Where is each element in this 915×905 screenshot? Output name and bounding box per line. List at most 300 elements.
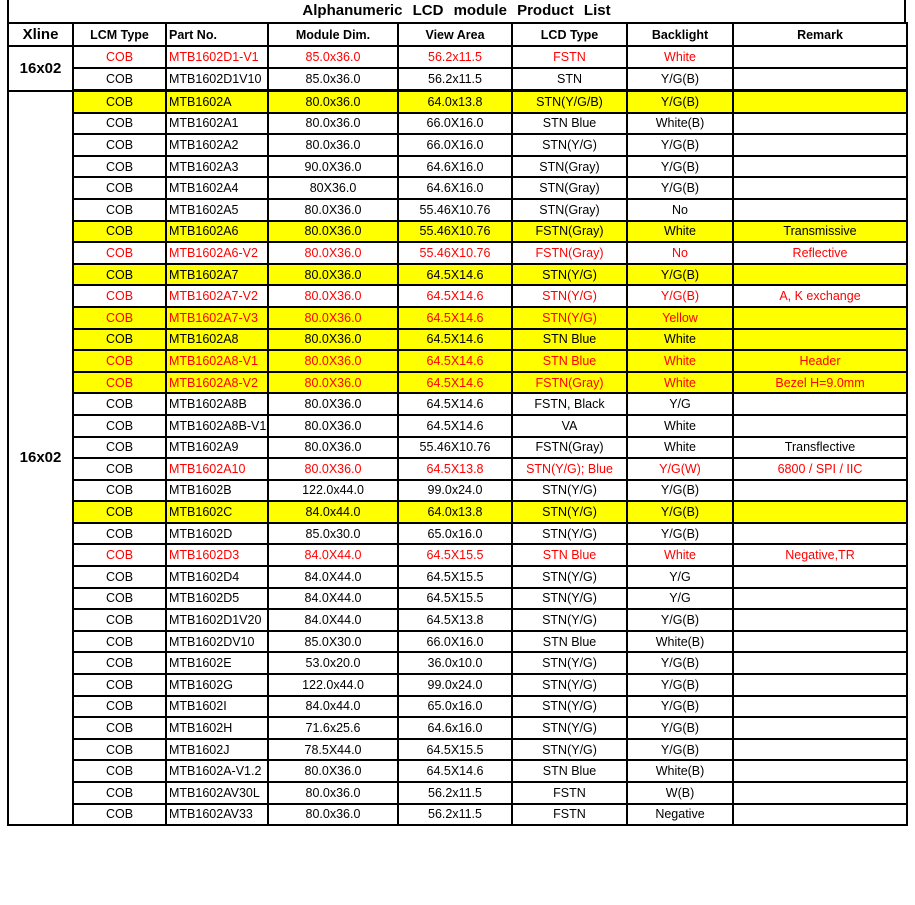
module-dim-cell: 80.0x36.0 [268,113,398,135]
table-row [8,609,907,631]
remark-cell [733,652,907,674]
part-no-cell: MTB1602A8B [166,393,268,415]
view-area-cell: 64.5X14.6 [398,415,512,437]
view-area-cell: 64.5X15.5 [398,566,512,588]
lcd-type-cell: STN(Y/G) [512,652,627,674]
backlight-cell: Y/G(B) [627,739,733,761]
lcm-type-cell: COB [73,437,166,459]
lcm-type-cell: COB [73,458,166,480]
remark-cell [733,264,907,286]
remark-cell [733,68,907,91]
backlight-cell: Y/G(B) [627,501,733,523]
lcm-type-cell: COB [73,631,166,653]
module-dim-cell: 80.0X36.0 [268,242,398,264]
remark-cell [733,307,907,329]
module-dim-cell: 80.0X36.0 [268,437,398,459]
view-area-cell: 64.5X14.6 [398,372,512,394]
backlight-cell: White [627,329,733,351]
lcm-type-cell: COB [73,544,166,566]
lcd-type-cell: FSTN [512,46,627,68]
table-row [8,242,907,264]
remark-cell: Negative,TR [733,544,907,566]
lcm-type-cell: COB [73,739,166,761]
lcd-type-cell: STN Blue [512,631,627,653]
remark-cell [733,113,907,135]
module-dim-cell: 80.0X36.0 [268,458,398,480]
remark-cell [733,588,907,610]
remark-cell [733,566,907,588]
remark-cell: Reflective [733,242,907,264]
backlight-cell: No [627,199,733,221]
module-dim-cell: 80.0X36.0 [268,415,398,437]
remark-cell [733,91,907,113]
view-area-cell: 64.6X16.0 [398,177,512,199]
module-dim-cell: 85.0x30.0 [268,523,398,545]
backlight-cell: White [627,372,733,394]
remark-cell [733,631,907,653]
lcd-type-cell: STN(Y/G) [512,285,627,307]
part-no-cell: MTB1602A7 [166,264,268,286]
module-dim-cell: 80X36.0 [268,177,398,199]
lcd-type-cell: VA [512,415,627,437]
lcd-type-cell: STN(Y/G) [512,674,627,696]
view-area-cell: 66.0X16.0 [398,113,512,135]
lcm-type-cell: COB [73,501,166,523]
lcd-type-cell: FSTN, Black [512,393,627,415]
lcm-type-cell: COB [73,652,166,674]
module-dim-cell: 80.0X36.0 [268,307,398,329]
lcd-type-cell: STN(Y/G) [512,566,627,588]
table-row [8,523,907,545]
header-xline: Xline [8,23,73,46]
table-row [8,46,907,68]
module-dim-cell: 53.0x20.0 [268,652,398,674]
table-row [8,285,907,307]
view-area-cell: 64.5X14.6 [398,393,512,415]
view-area-cell: 36.0x10.0 [398,652,512,674]
header-lcm-type: LCM Type [73,23,166,46]
lcm-type-cell: COB [73,372,166,394]
backlight-cell: Y/G(B) [627,156,733,178]
view-area-cell: 99.0x24.0 [398,480,512,502]
remark-cell [733,501,907,523]
backlight-cell: White [627,221,733,243]
view-area-cell: 64.6X16.0 [398,156,512,178]
lcd-type-cell: FSTN(Gray) [512,372,627,394]
remark-cell [733,177,907,199]
lcd-type-cell: STN(Y/G) [512,134,627,156]
part-no-cell: MTB1602D5 [166,588,268,610]
view-area-cell: 64.5X14.6 [398,350,512,372]
part-no-cell: MTB1602A10 [166,458,268,480]
view-area-cell: 64.5X14.6 [398,329,512,351]
backlight-cell: White [627,415,733,437]
product-table [7,22,908,826]
backlight-cell: Y/G(B) [627,134,733,156]
view-area-cell: 64.5X13.8 [398,609,512,631]
table-row [8,350,907,372]
lcm-type-cell: COB [73,285,166,307]
part-no-cell: MTB1602G [166,674,268,696]
lcd-type-cell: FSTN(Gray) [512,242,627,264]
table-row [8,696,907,718]
xline-cell: 16x02 [8,91,73,826]
module-dim-cell: 80.0X36.0 [268,264,398,286]
lcd-type-cell: STN Blue [512,760,627,782]
remark-cell: Header [733,350,907,372]
header-part-no: Part No. [166,23,268,46]
module-dim-cell: 80.0X36.0 [268,329,398,351]
backlight-cell: Y/G(W) [627,458,733,480]
backlight-cell: Y/G(B) [627,674,733,696]
table-row [8,68,907,91]
remark-cell [733,415,907,437]
remark-cell [733,393,907,415]
group-1 [8,46,907,91]
module-dim-cell: 84.0x44.0 [268,501,398,523]
part-no-cell: MTB1602D3 [166,544,268,566]
lcd-type-cell: STN(Y/G) [512,717,627,739]
backlight-cell: Y/G [627,566,733,588]
view-area-cell: 99.0x24.0 [398,674,512,696]
table-row [8,588,907,610]
lcd-type-cell: STN(Y/G) [512,501,627,523]
module-dim-cell: 84.0x44.0 [268,696,398,718]
part-no-cell: MTB1602E [166,652,268,674]
table-row [8,501,907,523]
xline-cell: 16x02 [8,46,73,91]
remark-cell [733,609,907,631]
header-view-area: View Area [398,23,512,46]
lcm-type-cell: COB [73,804,166,826]
header-module-dim: Module Dim. [268,23,398,46]
lcd-type-cell: STN(Y/G/B) [512,91,627,113]
backlight-cell: White(B) [627,760,733,782]
table-row [8,91,907,113]
view-area-cell: 66.0X16.0 [398,631,512,653]
part-no-cell: MTB1602A8-V2 [166,372,268,394]
lcm-type-cell: COB [73,199,166,221]
remark-cell [733,523,907,545]
table-row [8,652,907,674]
table-row [8,221,907,243]
view-area-cell: 64.5X14.6 [398,307,512,329]
part-no-cell: MTB1602I [166,696,268,718]
part-no-cell: MTB1602A7-V3 [166,307,268,329]
lcd-type-cell: FSTN(Gray) [512,437,627,459]
module-dim-cell: 84.0X44.0 [268,588,398,610]
remark-cell: A, K exchange [733,285,907,307]
part-no-cell: MTB1602A-V1.2 [166,760,268,782]
table-row [8,199,907,221]
part-no-cell: MTB1602A9 [166,437,268,459]
module-dim-cell: 80.0X36.0 [268,760,398,782]
view-area-cell: 64.5X14.6 [398,760,512,782]
table-row [8,717,907,739]
part-no-cell: MTB1602A1 [166,113,268,135]
remark-cell [733,782,907,804]
document-title: Alphanumeric LCD module Product List [7,0,906,22]
table-row [8,393,907,415]
remark-cell [733,674,907,696]
part-no-cell: MTB1602D1-V1 [166,46,268,68]
table-row [8,177,907,199]
lcd-type-cell: STN(Gray) [512,156,627,178]
part-no-cell: MTB1602A2 [166,134,268,156]
module-dim-cell: 80.0x36.0 [268,782,398,804]
lcm-type-cell: COB [73,760,166,782]
backlight-cell: Y/G(B) [627,480,733,502]
lcd-type-cell: STN Blue [512,350,627,372]
table-row [8,544,907,566]
part-no-cell: MTB1602A7-V2 [166,285,268,307]
lcd-type-cell: STN(Gray) [512,199,627,221]
backlight-cell: White [627,544,733,566]
part-no-cell: MTB1602A [166,91,268,113]
remark-cell [733,480,907,502]
part-no-cell: MTB1602A8B-V1 [166,415,268,437]
lcd-type-cell: STN Blue [512,544,627,566]
module-dim-cell: 122.0x44.0 [268,480,398,502]
backlight-cell: Y/G(B) [627,696,733,718]
backlight-cell: Y/G(B) [627,717,733,739]
table-row [8,480,907,502]
part-no-cell: MTB1602A3 [166,156,268,178]
module-dim-cell: 80.0X36.0 [268,285,398,307]
lcd-type-cell: STN(Gray) [512,177,627,199]
view-area-cell: 56.2x11.5 [398,68,512,91]
part-no-cell: MTB1602D1V10 [166,68,268,91]
module-dim-cell: 80.0X36.0 [268,199,398,221]
lcm-type-cell: COB [73,264,166,286]
lcm-type-cell: COB [73,242,166,264]
module-dim-cell: 84.0X44.0 [268,544,398,566]
header-backlight: Backlight [627,23,733,46]
view-area-cell: 64.6x16.0 [398,717,512,739]
lcm-type-cell: COB [73,393,166,415]
module-dim-cell: 85.0x36.0 [268,46,398,68]
module-dim-cell: 80.0x36.0 [268,804,398,826]
module-dim-cell: 80.0x36.0 [268,134,398,156]
backlight-cell: Yellow [627,307,733,329]
module-dim-cell: 90.0X36.0 [268,156,398,178]
remark-cell [733,696,907,718]
product-list-document [7,0,906,826]
backlight-cell: Y/G(B) [627,68,733,91]
view-area-cell: 55.46X10.76 [398,199,512,221]
lcd-type-cell: STN(Y/G) [512,588,627,610]
table-row [8,739,907,761]
lcd-type-cell: STN(Y/G) [512,307,627,329]
module-dim-cell: 84.0X44.0 [268,566,398,588]
backlight-cell: Y/G [627,393,733,415]
view-area-cell: 64.0x13.8 [398,501,512,523]
table-row [8,134,907,156]
module-dim-cell: 122.0x44.0 [268,674,398,696]
lcm-type-cell: COB [73,717,166,739]
view-area-cell: 56.2x11.5 [398,46,512,68]
backlight-cell: White [627,46,733,68]
part-no-cell: MTB1602AV30L [166,782,268,804]
backlight-cell: White [627,437,733,459]
lcd-type-cell: STN(Y/G) [512,264,627,286]
table-row [8,566,907,588]
part-no-cell: MTB1602B [166,480,268,502]
group-2 [8,91,907,826]
lcd-type-cell: STN Blue [512,329,627,351]
backlight-cell: Negative [627,804,733,826]
part-no-cell: MTB1602A8 [166,329,268,351]
lcd-type-cell: STN [512,68,627,91]
view-area-cell: 64.5X15.5 [398,588,512,610]
part-no-cell: MTB1602A6-V2 [166,242,268,264]
module-dim-cell: 84.0X44.0 [268,609,398,631]
backlight-cell: No [627,242,733,264]
lcm-type-cell: COB [73,523,166,545]
backlight-cell: Y/G(B) [627,91,733,113]
lcd-type-cell: STN(Y/G) [512,739,627,761]
module-dim-cell: 85.0x36.0 [268,68,398,91]
lcm-type-cell: COB [73,307,166,329]
lcm-type-cell: COB [73,177,166,199]
lcm-type-cell: COB [73,91,166,113]
backlight-cell: White [627,350,733,372]
table-row [8,760,907,782]
module-dim-cell: 78.5X44.0 [268,739,398,761]
backlight-cell: Y/G(B) [627,652,733,674]
remark-cell: 6800 / SPI / IIC [733,458,907,480]
part-no-cell: MTB1602H [166,717,268,739]
part-no-cell: MTB1602D1V20 [166,609,268,631]
lcm-type-cell: COB [73,221,166,243]
lcm-type-cell: COB [73,329,166,351]
view-area-cell: 64.5X15.5 [398,739,512,761]
module-dim-cell: 80.0X36.0 [268,221,398,243]
part-no-cell: MTB1602A5 [166,199,268,221]
header-remark: Remark [733,23,907,46]
module-dim-cell: 85.0X30.0 [268,631,398,653]
lcd-type-cell: FSTN [512,782,627,804]
backlight-cell: Y/G(B) [627,264,733,286]
part-no-cell: MTB1602C [166,501,268,523]
view-area-cell: 65.0x16.0 [398,523,512,545]
module-dim-cell: 80.0X36.0 [268,393,398,415]
lcm-type-cell: COB [73,674,166,696]
backlight-cell: W(B) [627,782,733,804]
table-row [8,156,907,178]
table-row [8,458,907,480]
lcd-type-cell: STN(Y/G) [512,523,627,545]
view-area-cell: 55.46X10.76 [398,242,512,264]
lcm-type-cell: COB [73,696,166,718]
module-dim-cell: 80.0X36.0 [268,372,398,394]
table-row [8,307,907,329]
remark-cell: Bezel H=9.0mm [733,372,907,394]
lcm-type-cell: COB [73,480,166,502]
lcd-type-cell: FSTN [512,804,627,826]
table-row [8,264,907,286]
lcd-type-cell: STN(Y/G) [512,696,627,718]
lcm-type-cell: COB [73,68,166,91]
view-area-cell: 64.5X13.8 [398,458,512,480]
lcm-type-cell: COB [73,782,166,804]
lcm-type-cell: COB [73,588,166,610]
table-row [8,437,907,459]
backlight-cell: White(B) [627,113,733,135]
lcd-type-cell: STN Blue [512,113,627,135]
view-area-cell: 55.46X10.76 [398,437,512,459]
lcd-type-cell: STN(Y/G) [512,480,627,502]
part-no-cell: MTB1602A6 [166,221,268,243]
remark-cell: Transmissive [733,221,907,243]
header-lcd-type: LCD Type [512,23,627,46]
view-area-cell: 64.5X15.5 [398,544,512,566]
view-area-cell: 64.5X14.6 [398,264,512,286]
part-no-cell: MTB1602D4 [166,566,268,588]
part-no-cell: MTB1602A4 [166,177,268,199]
backlight-cell: Y/G [627,588,733,610]
table-row [8,674,907,696]
remark-cell [733,804,907,826]
backlight-cell: White(B) [627,631,733,653]
lcm-type-cell: COB [73,566,166,588]
lcd-type-cell: STN(Y/G) [512,609,627,631]
view-area-cell: 55.46X10.76 [398,221,512,243]
part-no-cell: MTB1602D [166,523,268,545]
backlight-cell: Y/G(B) [627,285,733,307]
view-area-cell: 64.5X14.6 [398,285,512,307]
lcm-type-cell: COB [73,134,166,156]
table-row [8,329,907,351]
lcm-type-cell: COB [73,156,166,178]
table-row [8,113,907,135]
header-row [8,23,907,46]
remark-cell [733,134,907,156]
lcm-type-cell: COB [73,113,166,135]
table-row [8,782,907,804]
table-row [8,415,907,437]
lcm-type-cell: COB [73,350,166,372]
lcd-type-cell: FSTN(Gray) [512,221,627,243]
remark-cell [733,760,907,782]
table-row [8,631,907,653]
backlight-cell: Y/G(B) [627,523,733,545]
view-area-cell: 56.2x11.5 [398,782,512,804]
view-area-cell: 56.2x11.5 [398,804,512,826]
lcm-type-cell: COB [73,415,166,437]
module-dim-cell: 80.0X36.0 [268,350,398,372]
remark-cell [733,717,907,739]
table-row [8,372,907,394]
remark-cell [733,329,907,351]
remark-cell [733,46,907,68]
view-area-cell: 66.0X16.0 [398,134,512,156]
lcm-type-cell: COB [73,46,166,68]
lcm-type-cell: COB [73,609,166,631]
backlight-cell: Y/G(B) [627,609,733,631]
lcd-type-cell: STN(Y/G); Blue [512,458,627,480]
part-no-cell: MTB1602J [166,739,268,761]
backlight-cell: Y/G(B) [627,177,733,199]
view-area-cell: 65.0x16.0 [398,696,512,718]
part-no-cell: MTB1602A8-V1 [166,350,268,372]
table-row [8,804,907,826]
part-no-cell: MTB1602AV33 [166,804,268,826]
module-dim-cell: 80.0x36.0 [268,91,398,113]
view-area-cell: 64.0x13.8 [398,91,512,113]
remark-cell [733,739,907,761]
remark-cell [733,156,907,178]
